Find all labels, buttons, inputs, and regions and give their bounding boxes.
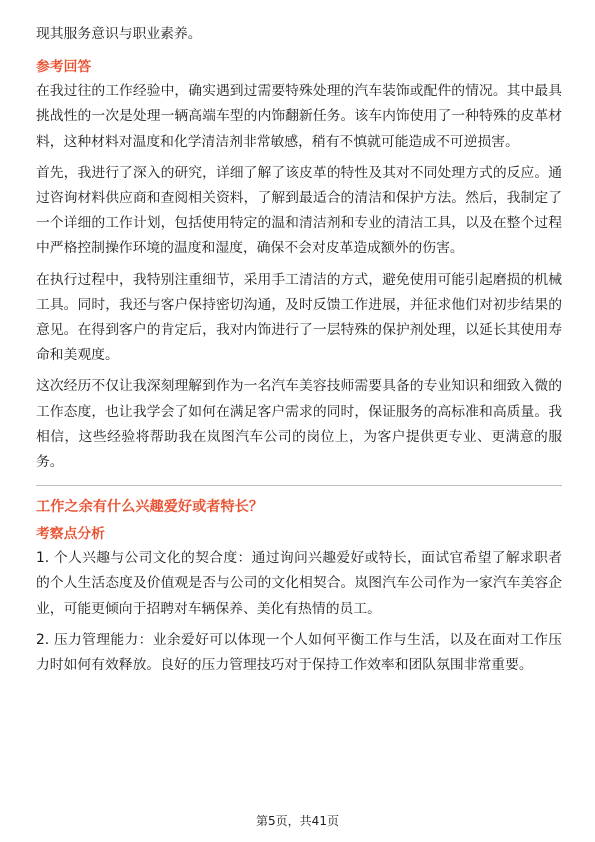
page-footer: 第5页，共41页 <box>256 814 339 828</box>
answer-paragraph: 在我过往的工作经验中，确实遇到过需要特殊处理的汽车装饰或配件的情况。其中最具挑战性的一次是处理一辆高端车型的内饰翻新任务。该车内饰使用了一种特殊的皮革材料，这种材料对温度和化学清洁剂非常敏感，稍有不慎就可能造成不可逆损害。 <box>36 83 562 150</box>
intro-tail-text: 现其服务意识与职业素养。 <box>36 26 202 42</box>
analysis-label: 考察点分析 <box>36 526 105 543</box>
section-divider <box>36 485 562 486</box>
analysis-item: 2. 压力管理能力：业余爱好可以体现一个人如何平衡工作与生活，以及在面对工作压力时如何有效释放。良好的压力管理技巧对于保持工作效率和团队氛围非常重要。 <box>36 631 562 674</box>
analysis-item: 1. 个人兴趣与公司文化的契合度：通过询问兴趣爱好或特长，面试官希望了解求职者的个人生活态度及价值观是否与公司的文化相契合。岚图汽车公司作为一家汽车美容企业，可能更倾向于招聘对车辆保养、美化有热情的员工。 <box>36 550 562 617</box>
answer-paragraph: 这次经历不仅让我深刻理解到作为一名汽车美容技师需要具备的专业知识和细致入微的工作态度，也让我学会了如何在满足客户需求的同时，保证服务的高标准和高质量。我相信，这些经验将帮助我在岚图汽车公司的岗位上，为客户提供更专业、更满意的服务。 <box>36 378 562 471</box>
answer-paragraph: 首先，我进行了深入的研究，详细了解了该皮革的特性及其对不同处理方式的反应。通过咨询材料供应商和查阅相关资料，了解到最适合的清洁和保护方法。然后，我制定了一个详细的工作计划，包括使用特定的温和清洁剂和专业的清洁工具，以及在整个过程中严格控制操作环境的温度和湿度，确保不会对皮革造成额外的伤害。 <box>36 164 562 257</box>
answer-paragraph: 在执行过程中，我特别注重细节，采用手工清洁的方式，避免使用可能引起磨损的机械工具。同时，我还与客户保持密切沟通，及时反馈工作进展，并征求他们对初步结果的意见。在得到客户的肯定后，我对内饰进行了一层特殊的保护剂处理，以延长其使用寿命和美观度。 <box>36 271 562 364</box>
answer-label: 参考回答 <box>36 59 92 76</box>
question-title: 工作之余有什么兴趣爱好或者特长？ <box>36 499 264 516</box>
document-page <box>36 22 562 684</box>
